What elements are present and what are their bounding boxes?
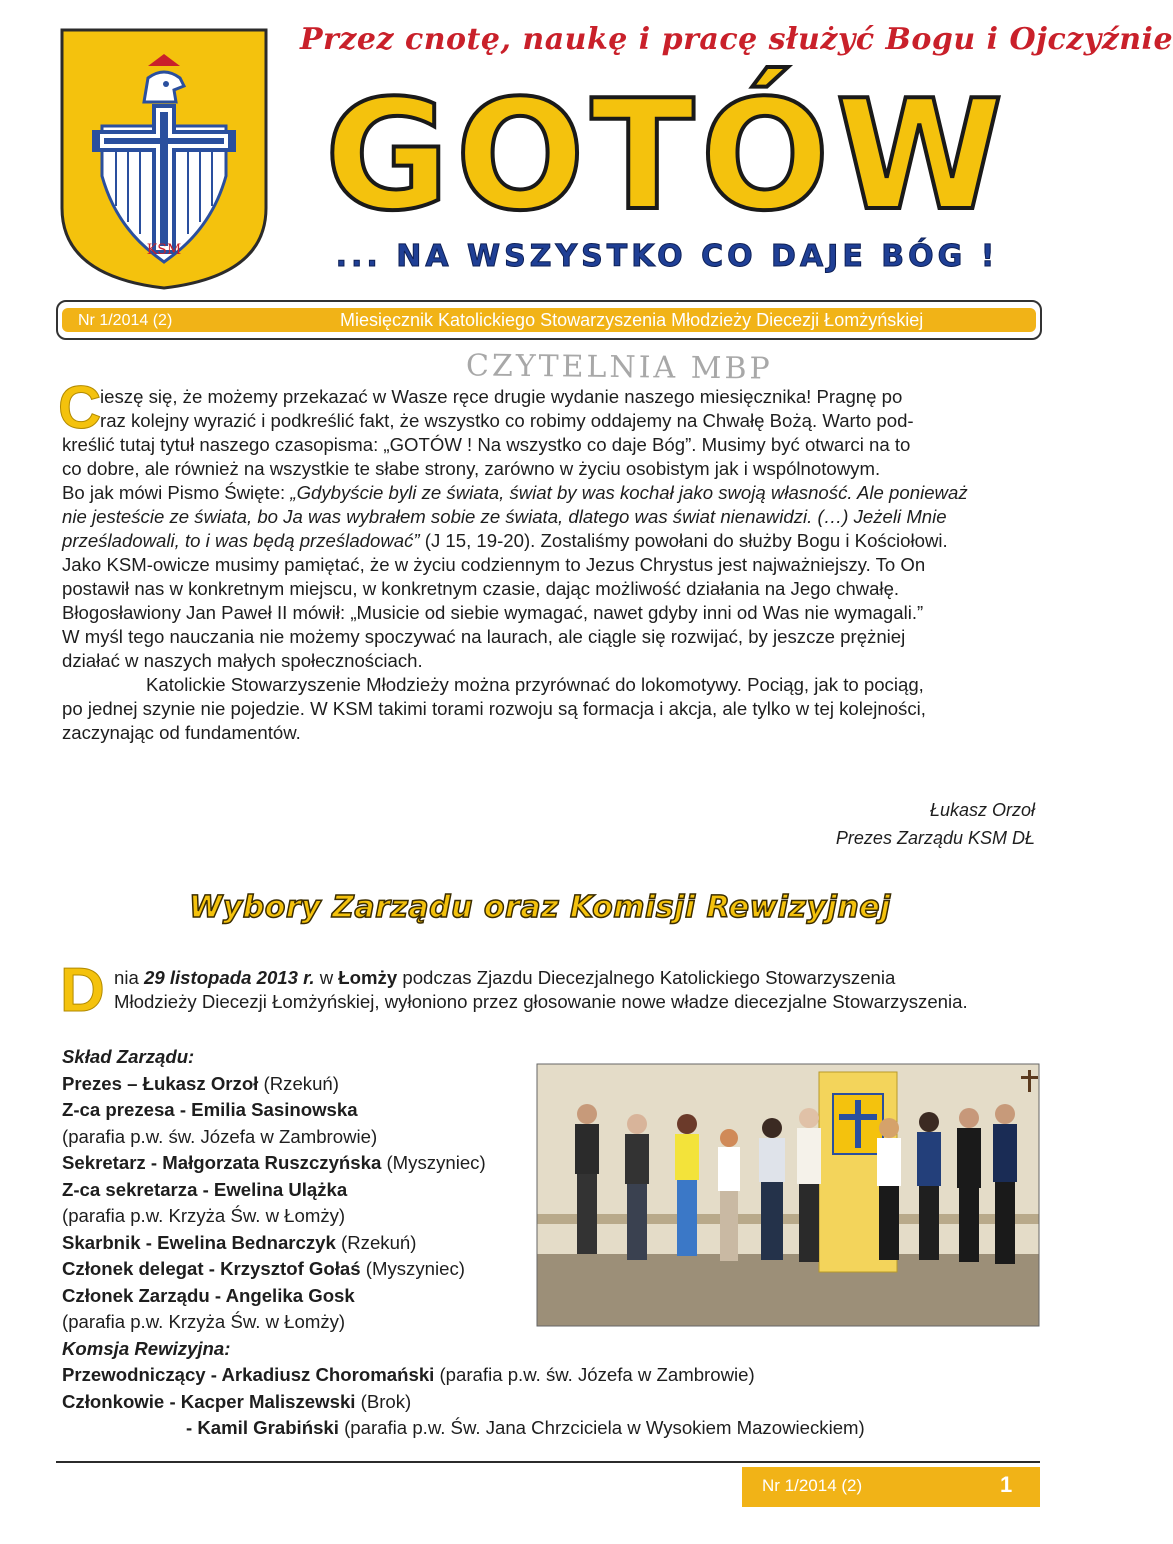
member-role-name: Skarbnik - Ewelina Bednarczyk <box>62 1231 336 1253</box>
member-parish: (parafia p.w. Krzyża Św. w Łomży) <box>62 1205 346 1226</box>
member-parish: (Brok) <box>355 1390 412 1412</box>
ksm-crest-logo <box>56 26 272 290</box>
signature-role: Prezes Zarządu KSM DŁ <box>835 828 1035 848</box>
board-member: Z-ca prezesa - Emilia Sasinowska <box>62 1099 358 1120</box>
footer-rule <box>56 1461 1040 1463</box>
member-role-name: Przewodniczący - Arkadiusz Choromański <box>62 1364 435 1385</box>
intro-text: podczas Zjazdu Diecezjalnego Katolickiego Stowarzyszenia <box>397 967 896 988</box>
board-member: Z-ca sekretarza - Ewelina Ulążka <box>62 1178 348 1200</box>
member-role-name: Prezes – Łukasz Orzoł <box>62 1072 259 1094</box>
member-role-name: - Kamil Grabiński <box>186 1417 339 1438</box>
footer-issue-number: Nr 1/2014 (2) <box>762 1476 863 1495</box>
scripture-quote: prześladowali, to i was będą prześladować” <box>62 530 420 551</box>
motto: Przez cnotę, naukę i pracę służyć Bogu i Ojczyźnie <box>300 22 1173 57</box>
editorial-line: Jako KSM-owicze musimy pamiętać, że w życiu codziennym to Jezus Chrystus jest najważniejszy. To On <box>62 554 926 575</box>
editorial-line: postawił nas w konkretnym miejscu, w konkretnym czasie, dając możliwość działania na Jego chwałę. <box>62 578 900 599</box>
editorial-line: ieszę się, że możemy przekazać w Wasze ręce drugie wydanie naszego miesięcznika! Pragnę po <box>100 386 903 407</box>
editorial-line: po jednej szynie nie pojedzie. W KSM takimi torami rozwoju są formacja i akcja, ale tylko w tej kolejności, <box>62 698 926 719</box>
page-number: 1 <box>1000 1472 1013 1497</box>
member-parish: (parafia p.w. Krzyża Św. w Łomży) <box>62 1311 346 1332</box>
drop-cap: C <box>58 374 102 441</box>
crest-letters: KSM <box>146 242 182 258</box>
member-parish: (Rzekuń) <box>335 1231 417 1253</box>
editorial-line <box>62 529 948 553</box>
editorial-line: Katolickie Stowarzyszenie Młodzieży można przyrównać do lokomotywy. Pociąg, jak to pociąg, <box>146 674 924 695</box>
masthead-tagline: ... NA WSZYSTKO CO DAJE BÓG ! <box>335 239 999 274</box>
signature-name: Łukasz Orzoł <box>929 800 1035 820</box>
scripture-quote: nie jesteście ze świata, bo Ja was wybrałem sobie ze świata, dlatego was świat nienawidzi. (…) Jeżeli Mnie <box>62 506 947 527</box>
board-heading: Skład Zarządu: <box>62 1046 195 1067</box>
election-date: 29 listopada 2013 r. <box>143 967 315 988</box>
member-parish: (Rzekuń) <box>258 1072 339 1094</box>
member-parish: (parafia p.w. św. Józefa w Zambrowie) <box>434 1364 755 1385</box>
editorial-line: W myśl tego nauczania nie możemy spoczywać na laurach, ale ciągle się rozwijać, by jeszcze prężniej <box>62 626 906 647</box>
signature <box>760 796 1035 852</box>
audit-heading: Komsja Rewizyjna: <box>62 1337 231 1359</box>
editorial-line: kreślić tutaj tytuł naszego czasopisma: „GOTÓW ! Na wszystko co daje Bóg”. Musimy być otwarci na to <box>62 434 911 455</box>
editorial-line: zaczynając od fundamentów. <box>62 722 301 743</box>
election-place: Łomży <box>338 967 398 988</box>
member-role-name: Członek delegat - Krzysztof Gołaś <box>62 1258 361 1279</box>
audit-member <box>62 1415 865 1442</box>
editorial-line <box>62 481 968 505</box>
section-title: Wybory Zarządu oraz Komisji Rewizyjnej <box>189 890 891 925</box>
masthead <box>300 68 1035 278</box>
intro-text: w <box>314 967 339 988</box>
board-member: Członek Zarządu - Angelika Gosk <box>62 1284 355 1306</box>
intro-line: Młodzieży Diecezji Łomżyńskiej, wyłoniono przez głosowanie nowe władze diecezjalne Stowarzyszenia. <box>114 991 968 1012</box>
library-stamp: CZYTELNIA MBP <box>465 348 773 387</box>
editorial-line: Błogosławiony Jan Paweł II mówił: „Musicie od siebie wymagać, nawet gdyby inni od Was nie wymagali.” <box>62 602 924 623</box>
intro-text: nia <box>114 967 144 988</box>
member-parish: (parafia p.w. Św. Jana Chrzciciela w Wysokiem Mazowieckiem) <box>338 1417 865 1438</box>
intro-line <box>114 966 895 990</box>
audit-member <box>62 1389 865 1416</box>
masthead-title: GOTÓW <box>324 67 1010 244</box>
editorial-line: działać w naszych małych społecznościach. <box>62 650 423 671</box>
scripture-quote: „Gdybyście byli ze świata, świat by was kochał jako swoją własność. Ale ponieważ <box>290 482 968 503</box>
audit-member <box>62 1362 865 1389</box>
editorial-text: Bo jak mówi Pismo Święte: <box>62 482 291 503</box>
issue-number: Nr 1/2014 (2) <box>78 312 173 329</box>
member-role-name: Członkowie - Kacper Maliszewski <box>62 1390 356 1412</box>
member-role-name: Sekretarz - Małgorzata Ruszczyńska <box>62 1152 382 1173</box>
member-parish: (Myszyniec) <box>381 1152 486 1173</box>
group-photo <box>537 1064 1039 1326</box>
member-parish: (parafia p.w. św. Józefa w Zambrowie) <box>62 1125 378 1147</box>
editorial-line: co dobre, ale również na wszystkie te słabe strony, zarówno w życiu osobistym jak i wspólnotowym. <box>62 458 881 479</box>
member-parish: (Myszyniec) <box>360 1258 465 1279</box>
magazine-subtitle: Miesięcznik Katolickiego Stowarzyszenia Młodzieży Diecezji Łomżyńskiej <box>340 310 924 330</box>
drop-cap: D <box>60 956 105 1025</box>
editorial-line: raz kolejny wyrazić i podkreślić fakt, że wszystko co robimy oddajemy na Chwałę Bożą. Warto pod- <box>100 410 914 431</box>
editorial-text: (J 15, 19-20). Zostaliśmy powołani do służby Bogu i Kościołowi. <box>419 530 948 551</box>
